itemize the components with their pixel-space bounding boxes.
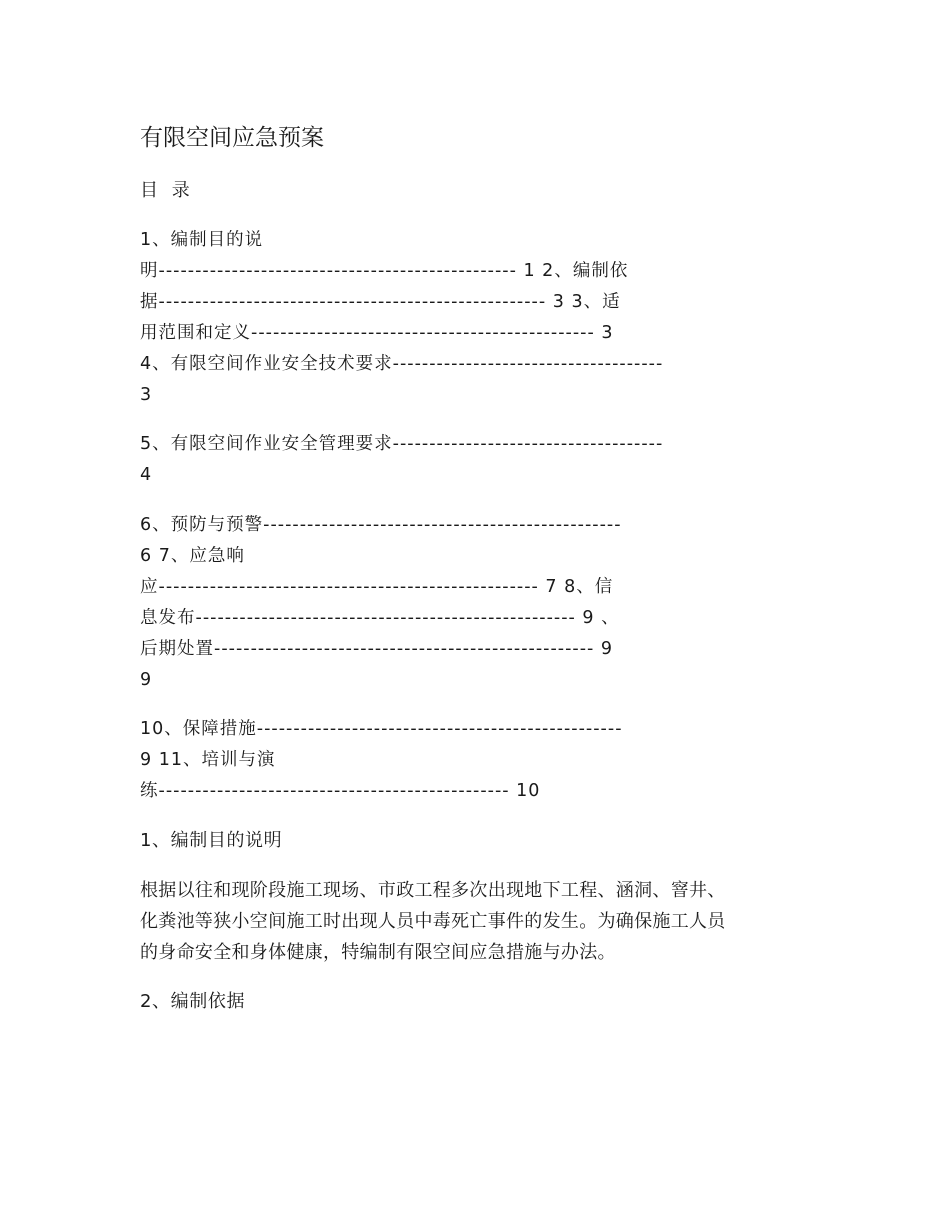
toc-line: 3 — [140, 385, 153, 405]
toc-heading: 目 录 — [140, 180, 194, 201]
toc-line: 4 — [140, 465, 153, 485]
toc-line: 5、有限空间作业安全管理要求------------------------------------- — [140, 434, 664, 454]
toc-line: 10、保障措施-------------------------------------------------- — [140, 719, 623, 739]
toc-line: 4、有限空间作业安全技术要求------------------------------------- — [140, 354, 664, 374]
toc-line: 6、预防与预警------------------------------------------------- — [140, 515, 622, 535]
paragraph-line: 化粪池等狭小空间施工时出现人员中毒死亡事件的发生。为确保施工人员 — [140, 911, 726, 932]
toc-line: 应---------------------------------------------------- 7 8、信 — [140, 577, 614, 597]
document-title: 有限空间应急预案 — [140, 125, 324, 151]
toc-line: 9 — [140, 670, 153, 690]
section-paragraph — [140, 875, 812, 968]
toc-line: 6 7、应急响 — [140, 546, 245, 566]
toc-line: 1、编制目的说 — [140, 230, 264, 250]
toc-line: 明------------------------------------------------- 1 2、编制依 — [140, 261, 629, 281]
toc-line: 息发布---------------------------------------------------- 9 、 — [140, 608, 620, 628]
toc-line: 练------------------------------------------------ 10 — [140, 781, 541, 801]
section-heading: 2、编制依据 — [140, 991, 246, 1012]
toc-line: 9 11、培训与演 — [140, 750, 276, 770]
paragraph-line: 的身命安全和身体健康，特编制有限空间应急措施与办法。 — [140, 942, 616, 963]
toc-line: 后期处置---------------------------------------------------- 9 — [140, 639, 614, 659]
section-heading: 1、编制目的说明 — [140, 830, 283, 851]
toc-line: 据----------------------------------------------------- 3 3、适 — [140, 292, 621, 312]
paragraph-line: 根据以往和现阶段施工现场、市政工程多次出现地下工程、涵洞、窨井、 — [140, 880, 726, 901]
toc-line: 用范围和定义----------------------------------------------- 3 — [140, 323, 614, 343]
